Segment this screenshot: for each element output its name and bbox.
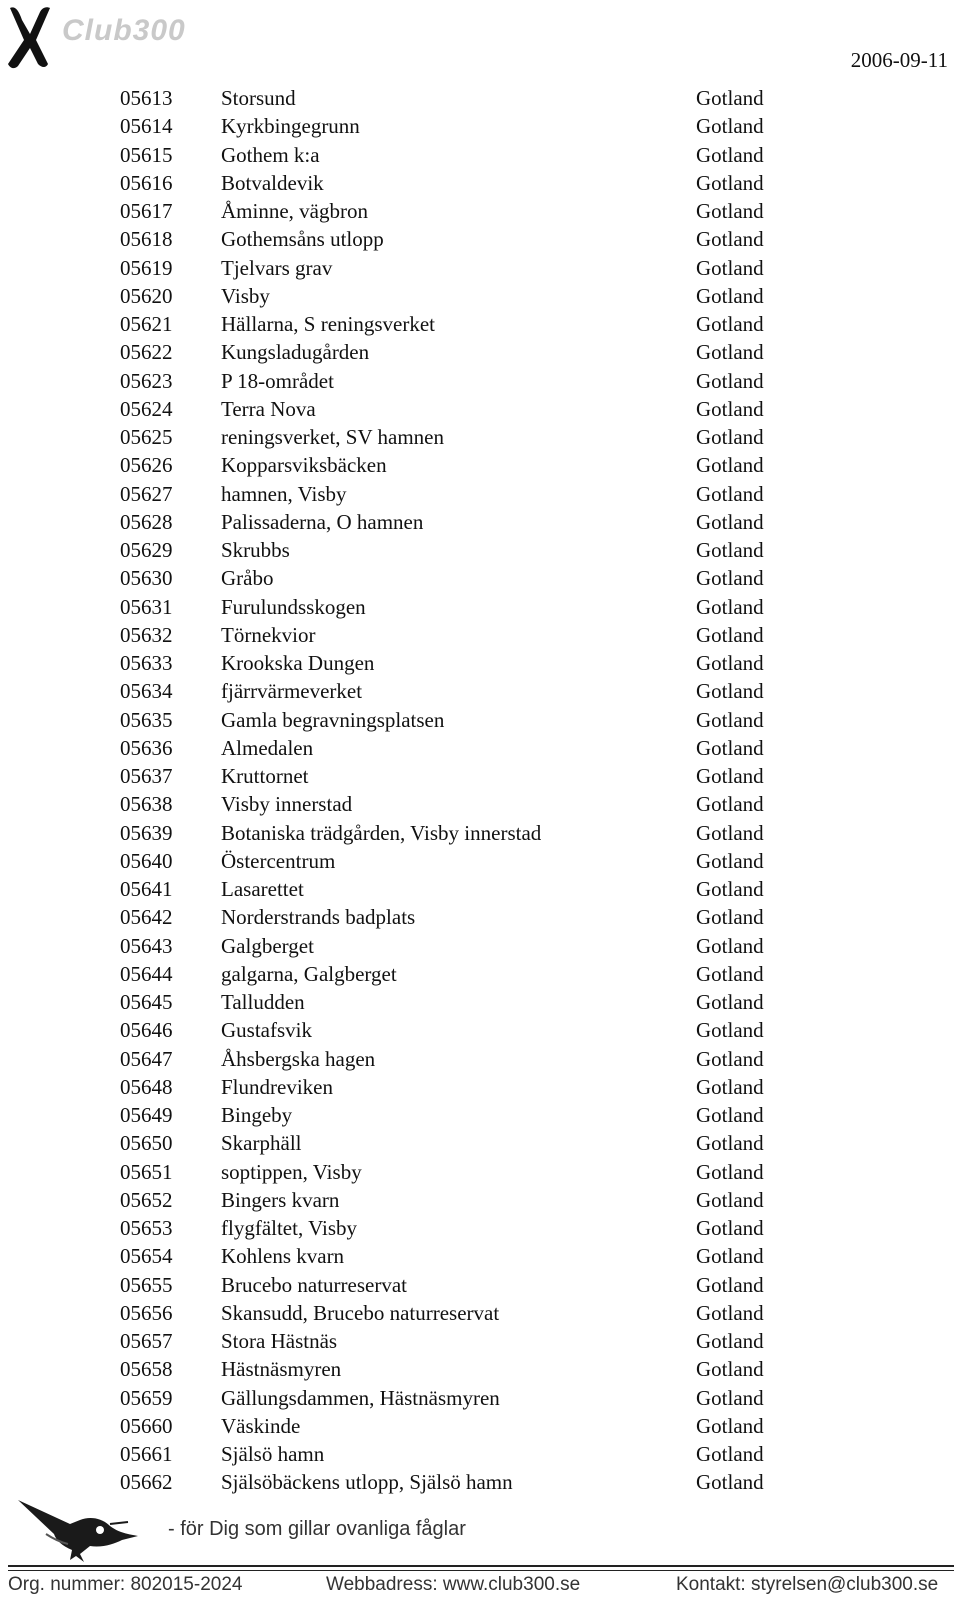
document-date: 2006-09-11 bbox=[850, 48, 948, 72]
list-item bbox=[120, 1355, 780, 1383]
list-item bbox=[120, 169, 780, 197]
list-item bbox=[120, 310, 780, 338]
list-item bbox=[120, 903, 780, 931]
site-code: 05632 bbox=[120, 622, 173, 647]
site-code: 05653 bbox=[120, 1216, 173, 1240]
site-code: 05621 bbox=[120, 312, 173, 336]
list-item bbox=[120, 395, 780, 423]
site-name: galgarna, Galgberget bbox=[221, 961, 397, 986]
list-item bbox=[120, 762, 780, 790]
site-code: 05658 bbox=[120, 1357, 173, 1382]
site-name: Gustafsvik bbox=[221, 1018, 312, 1043]
site-region: Gotland bbox=[696, 622, 764, 647]
list-item bbox=[120, 1101, 780, 1129]
site-name: Tjelvars grav bbox=[221, 255, 333, 280]
site-name: P 18-området bbox=[221, 368, 334, 393]
site-name: Botaniska trädgården, Visby innerstad bbox=[221, 820, 542, 845]
site-name: Kruttornet bbox=[221, 764, 309, 788]
site-code: 05616 bbox=[120, 170, 173, 195]
site-name: Furulundsskogen bbox=[221, 594, 366, 619]
site-code: 05657 bbox=[120, 1329, 173, 1353]
site-code: 05624 bbox=[120, 396, 173, 421]
site-name: Stora Hästnäs bbox=[221, 1329, 338, 1353]
list-item bbox=[120, 734, 780, 762]
site-region: Gotland bbox=[696, 509, 764, 534]
site-region: Gotland bbox=[696, 679, 764, 704]
site-region: Gotland bbox=[696, 1159, 764, 1184]
list-item bbox=[120, 1440, 780, 1468]
list-item bbox=[120, 141, 780, 169]
list-item bbox=[120, 1073, 780, 1101]
site-name: Törnekvior bbox=[221, 622, 316, 647]
site-region: Gotland bbox=[696, 1046, 764, 1071]
site-code: 05641 bbox=[120, 877, 173, 901]
list-item bbox=[120, 1242, 780, 1270]
list-item bbox=[120, 1412, 780, 1440]
site-code: 05644 bbox=[120, 961, 173, 986]
list-item bbox=[120, 875, 780, 903]
site-name: Hästnäsmyren bbox=[221, 1357, 342, 1382]
site-code: 05652 bbox=[120, 1187, 173, 1212]
list-item bbox=[120, 932, 780, 960]
list-item bbox=[120, 367, 780, 395]
site-region: Gotland bbox=[696, 1385, 764, 1410]
site-code: 05622 bbox=[120, 340, 173, 365]
site-code: 05654 bbox=[120, 1244, 173, 1269]
site-code: 05659 bbox=[120, 1385, 173, 1410]
site-name: Almedalen bbox=[221, 735, 314, 760]
site-code: 05628 bbox=[120, 509, 173, 534]
site-name: Gothemsåns utlopp bbox=[221, 227, 384, 252]
site-name: Krookska Dungen bbox=[221, 651, 375, 675]
site-code: 05623 bbox=[120, 368, 173, 393]
site-region: Gotland bbox=[696, 1357, 764, 1382]
site-name: Kopparsviksbäcken bbox=[221, 453, 387, 478]
site-region: Gotland bbox=[696, 170, 764, 195]
site-region: Gotland bbox=[696, 1216, 764, 1240]
list-item bbox=[120, 621, 780, 649]
site-name: Visby innerstad bbox=[221, 792, 353, 817]
site-code: 05630 bbox=[120, 566, 173, 591]
site-region: Gotland bbox=[696, 792, 764, 817]
site-name: reningsverket, SV hamnen bbox=[221, 425, 444, 449]
site-name: Kohlens kvarn bbox=[221, 1244, 345, 1269]
site-name: Åminne, vägbron bbox=[221, 199, 368, 223]
site-name: fjärrvärmeverket bbox=[221, 679, 363, 704]
list-item bbox=[120, 1158, 780, 1186]
site-code: 05629 bbox=[120, 538, 173, 562]
site-region: Gotland bbox=[696, 86, 764, 110]
site-name: Skarphäll bbox=[221, 1131, 302, 1156]
list-item bbox=[120, 593, 780, 621]
site-code: 05634 bbox=[120, 679, 173, 704]
site-code: 05656 bbox=[120, 1300, 173, 1325]
site-code: 05655 bbox=[120, 1272, 173, 1297]
list-item bbox=[120, 536, 780, 564]
site-code: 05613 bbox=[120, 86, 173, 110]
site-region: Gotland bbox=[696, 651, 764, 675]
site-name: Gothem k:a bbox=[221, 142, 320, 167]
site-name: Storsund bbox=[221, 86, 296, 110]
list-item bbox=[120, 254, 780, 282]
site-region: Gotland bbox=[696, 396, 764, 421]
site-code: 05626 bbox=[120, 453, 173, 478]
site-code: 05645 bbox=[120, 990, 173, 1014]
logo-text: Club300 bbox=[62, 14, 186, 47]
site-region: Gotland bbox=[696, 933, 764, 958]
site-code: 05633 bbox=[120, 651, 173, 675]
site-code: 05650 bbox=[120, 1131, 173, 1156]
site-region: Gotland bbox=[696, 1074, 764, 1099]
site-region: Gotland bbox=[696, 877, 764, 901]
list-item bbox=[120, 677, 780, 705]
site-region: Gotland bbox=[696, 848, 764, 873]
site-code: 05651 bbox=[120, 1159, 173, 1184]
web-address[interactable]: Webbadress: www.club300.se bbox=[326, 1574, 581, 1595]
site-name: hamnen, Visby bbox=[221, 481, 347, 506]
site-name: Själsö hamn bbox=[221, 1442, 325, 1466]
list-item bbox=[120, 1016, 780, 1044]
list-item bbox=[120, 197, 780, 225]
site-code: 05627 bbox=[120, 481, 173, 506]
club300-logo bbox=[4, 2, 204, 72]
list-item bbox=[120, 423, 780, 451]
site-name: Palissaderna, O hamnen bbox=[221, 509, 424, 534]
site-code: 05617 bbox=[120, 199, 173, 223]
list-item bbox=[120, 1299, 780, 1327]
site-name: Hällarna, S reningsverket bbox=[221, 312, 436, 336]
site-name: Norderstrands badplats bbox=[221, 905, 416, 930]
list-item bbox=[120, 1214, 780, 1242]
list-item bbox=[120, 1327, 780, 1355]
site-code: 05620 bbox=[120, 283, 173, 308]
site-name: Galgberget bbox=[221, 933, 314, 958]
site-name: Östercentrum bbox=[221, 848, 336, 873]
site-code: 05636 bbox=[120, 735, 173, 760]
list-item bbox=[120, 649, 780, 677]
site-code: 05639 bbox=[120, 820, 173, 845]
list-item bbox=[120, 819, 780, 847]
contact-email[interactable]: Kontakt: styrelsen@club300.se bbox=[676, 1574, 939, 1595]
site-code: 05614 bbox=[120, 114, 173, 139]
list-item bbox=[120, 338, 780, 366]
site-code: 05642 bbox=[120, 905, 173, 930]
site-name: Gällungsdammen, Hästnäsmyren bbox=[221, 1385, 500, 1410]
list-item bbox=[120, 1045, 780, 1073]
site-name: Gamla begravningsplatsen bbox=[221, 707, 445, 732]
site-region: Gotland bbox=[696, 425, 764, 449]
site-code: 05619 bbox=[120, 255, 173, 280]
site-region: Gotland bbox=[696, 764, 764, 788]
site-region: Gotland bbox=[696, 114, 764, 139]
site-code: 05660 bbox=[120, 1413, 173, 1438]
site-region: Gotland bbox=[696, 990, 764, 1014]
site-region: Gotland bbox=[696, 255, 764, 280]
list-item bbox=[120, 1186, 780, 1214]
site-region: Gotland bbox=[696, 566, 764, 591]
site-code: 05646 bbox=[120, 1018, 173, 1043]
site-name: Visby bbox=[221, 283, 270, 308]
site-region: Gotland bbox=[696, 820, 764, 845]
list-item bbox=[120, 225, 780, 253]
footer-divider bbox=[8, 1565, 954, 1567]
site-code: 05615 bbox=[120, 142, 173, 167]
site-list bbox=[120, 84, 780, 1497]
bird-icon bbox=[10, 1494, 160, 1566]
site-code: 05661 bbox=[120, 1442, 173, 1466]
site-region: Gotland bbox=[696, 142, 764, 167]
site-region: Gotland bbox=[696, 1470, 764, 1495]
site-name: Brucebo naturreservat bbox=[221, 1272, 407, 1297]
site-region: Gotland bbox=[696, 312, 764, 336]
site-code: 05631 bbox=[120, 594, 173, 619]
list-item bbox=[120, 1129, 780, 1157]
org-number: Org. nummer: 802015-2024 bbox=[8, 1574, 243, 1595]
site-name: Väskinde bbox=[221, 1413, 301, 1438]
site-region: Gotland bbox=[696, 368, 764, 393]
site-code: 05618 bbox=[120, 227, 173, 252]
site-name: Gråbo bbox=[221, 566, 274, 591]
list-item bbox=[120, 112, 780, 140]
list-item bbox=[120, 480, 780, 508]
site-region: Gotland bbox=[696, 1300, 764, 1325]
site-region: Gotland bbox=[696, 283, 764, 308]
list-item bbox=[120, 1384, 780, 1412]
site-name: Åhsbergska hagen bbox=[221, 1046, 376, 1071]
list-item bbox=[120, 706, 780, 734]
site-region: Gotland bbox=[696, 1413, 764, 1438]
site-name: Själsöbäckens utlopp, Själsö hamn bbox=[221, 1470, 513, 1495]
list-item bbox=[120, 790, 780, 818]
site-name: Kungsladugården bbox=[221, 340, 370, 365]
site-code: 05643 bbox=[120, 933, 173, 958]
site-code: 05638 bbox=[120, 792, 173, 817]
site-region: Gotland bbox=[696, 538, 764, 562]
site-region: Gotland bbox=[696, 453, 764, 478]
tagline: - för Dig som gillar ovanliga fåglar bbox=[168, 1518, 466, 1540]
site-code: 05625 bbox=[120, 425, 173, 449]
site-name: Terra Nova bbox=[221, 396, 316, 421]
site-region: Gotland bbox=[696, 1442, 764, 1466]
site-name: flygfältet, Visby bbox=[221, 1216, 357, 1240]
list-item bbox=[120, 282, 780, 310]
site-region: Gotland bbox=[696, 199, 764, 223]
site-code: 05649 bbox=[120, 1103, 173, 1127]
site-region: Gotland bbox=[696, 961, 764, 986]
site-region: Gotland bbox=[696, 1131, 764, 1156]
site-name: Bingers kvarn bbox=[221, 1187, 340, 1212]
list-item bbox=[120, 847, 780, 875]
site-region: Gotland bbox=[696, 735, 764, 760]
x-logo-icon bbox=[4, 2, 56, 72]
site-name: Botvaldevik bbox=[221, 170, 324, 195]
site-region: Gotland bbox=[696, 1018, 764, 1043]
list-item bbox=[120, 960, 780, 988]
site-region: Gotland bbox=[696, 1329, 764, 1353]
site-code: 05662 bbox=[120, 1470, 173, 1495]
site-region: Gotland bbox=[696, 227, 764, 252]
site-region: Gotland bbox=[696, 1187, 764, 1212]
site-name: Skrubbs bbox=[221, 538, 290, 562]
site-region: Gotland bbox=[696, 1244, 764, 1269]
site-name: Bingeby bbox=[221, 1103, 293, 1127]
site-code: 05648 bbox=[120, 1074, 173, 1099]
site-name: soptippen, Visby bbox=[221, 1159, 362, 1184]
site-region: Gotland bbox=[696, 594, 764, 619]
site-code: 05640 bbox=[120, 848, 173, 873]
list-item bbox=[120, 1271, 780, 1299]
footer-divider-thin bbox=[8, 1570, 954, 1571]
site-region: Gotland bbox=[696, 481, 764, 506]
site-region: Gotland bbox=[696, 1103, 764, 1127]
site-region: Gotland bbox=[696, 340, 764, 365]
list-item bbox=[120, 564, 780, 592]
list-item bbox=[120, 451, 780, 479]
site-code: 05647 bbox=[120, 1046, 173, 1071]
footer bbox=[0, 1490, 960, 1597]
site-name: Talludden bbox=[221, 990, 305, 1014]
site-region: Gotland bbox=[696, 707, 764, 732]
list-item bbox=[120, 508, 780, 536]
site-region: Gotland bbox=[696, 905, 764, 930]
site-name: Lasarettet bbox=[221, 877, 304, 901]
site-name: Flundreviken bbox=[221, 1074, 333, 1099]
site-code: 05637 bbox=[120, 764, 173, 788]
site-code: 05635 bbox=[120, 707, 173, 732]
site-name: Skansudd, Brucebo naturreservat bbox=[221, 1300, 500, 1325]
list-item bbox=[120, 84, 780, 112]
list-item bbox=[120, 988, 780, 1016]
site-region: Gotland bbox=[696, 1272, 764, 1297]
site-name: Kyrkbingegrunn bbox=[221, 114, 360, 139]
